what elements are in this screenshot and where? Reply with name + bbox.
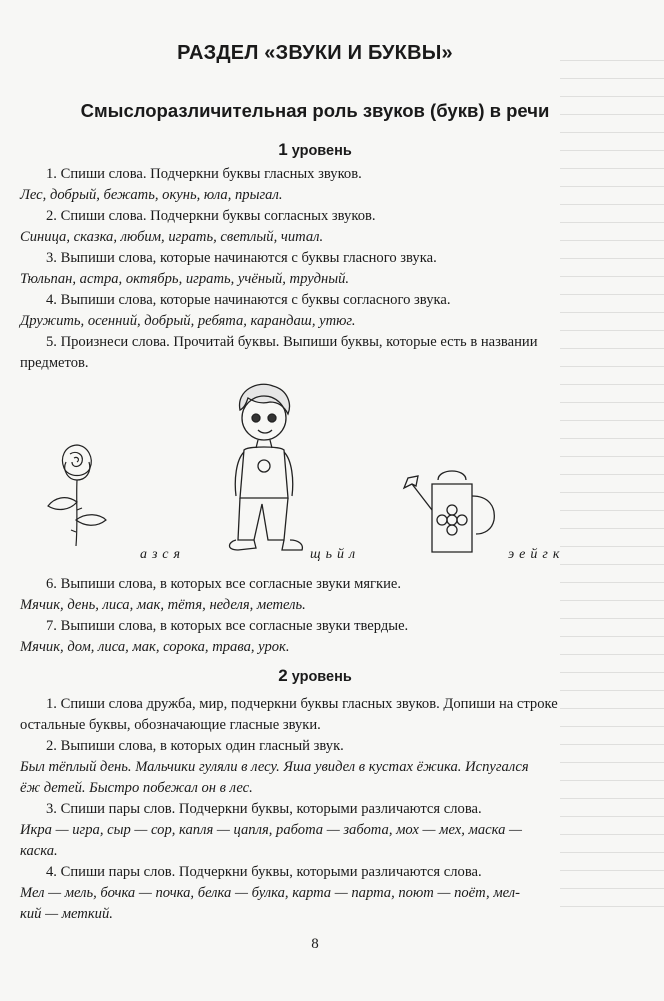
task-2-4-words-1: Мел — мель, бочка — почка, белка — булка, карта — парта, поют — поёт, мел-	[20, 885, 521, 901]
level-1-heading	[0, 140, 630, 160]
rose-picture	[42, 440, 112, 550]
task-2-4-words-2: кий — меткий.	[20, 906, 113, 922]
task-2-1-line2: остальные буквы, обозначающие гласные звуки.	[20, 717, 321, 733]
watering-can-letters: эейгк	[508, 547, 565, 562]
task-2-4: 4. Спиши пары слов. Подчеркни буквы, которыми различаются слова.	[46, 864, 482, 880]
page-number: 8	[311, 936, 319, 952]
task-1-6: 6. Выпиши слова, в которых все согласные звуки мягкие.	[46, 576, 402, 592]
level-2-heading	[0, 666, 630, 686]
subtitle: Смыслоразличительная роль звуков (букв) в речи	[80, 100, 550, 121]
task-1-1: 1. Спиши слова. Подчеркни буквы гласных звуков.	[46, 166, 362, 182]
level-1-label: уровень	[291, 143, 352, 159]
task-1-2-words: Синица, сказка, любим, играть, светлый, читал.	[20, 229, 324, 245]
watering-can-picture	[400, 460, 500, 560]
level-1-number: 1	[278, 140, 288, 159]
task-1-5-line1: 5. Произнеси слова. Прочитай буквы. Выпиши буквы, которые есть в названии	[46, 334, 538, 350]
task-2-3-words-1: Икра — игра, сыр — сор, капля — цапля, работа — забота, мох — мех, маска —	[20, 822, 523, 838]
task-1-7-words: Мячик, дом, лиса, мак, сорока, трава, урок.	[20, 639, 290, 655]
task-2-3: 3. Спиши пары слов. Подчеркни буквы, которыми различаются слова.	[46, 801, 482, 817]
task-2-2-words-1: Был тёплый день. Мальчики гуляли в лесу. Яша увидел в кустах ёжика. Испугался	[20, 759, 529, 775]
task-1-6-words: Мячик, день, лиса, мак, тётя, неделя, метель.	[20, 597, 306, 613]
task-1-3-words: Тюльпан, астра, октябрь, играть, учёный, трудный.	[20, 271, 350, 287]
boy-picture	[218, 380, 308, 560]
task-2-2: 2. Выпиши слова, в которых один гласный звук.	[46, 738, 344, 754]
task-1-2: 2. Спиши слова. Подчеркни буквы согласных звуков.	[46, 208, 376, 224]
task-1-5-line2: предметов.	[20, 355, 89, 371]
level-2-label: уровень	[291, 669, 352, 685]
task-1-7: 7. Выпиши слова, в которых все согласные звуки твердые.	[46, 618, 409, 634]
task-2-1-line1: 1. Спиши слова дружба, мир, подчеркни буквы гласных звуков. Допиши на строке	[46, 696, 558, 712]
task-2-3-words-2: каска.	[20, 843, 58, 859]
task-1-4-words: Дружить, осенний, добрый, ребята, карандаш, утюг.	[20, 313, 356, 329]
task-2-2-words-2: ёж детей. Быстро побежал он в лес.	[20, 780, 253, 796]
rose-letters: азся	[140, 547, 185, 562]
boy-letters: щьйл	[310, 547, 361, 562]
task-1-3: 3. Выпиши слова, которые начинаются с буквы гласного звука.	[46, 250, 437, 266]
level-2-number: 2	[278, 666, 288, 685]
task-1-4: 4. Выпиши слова, которые начинаются с буквы согласного звука.	[46, 292, 451, 308]
section-title: РАЗДЕЛ «ЗВУКИ И БУКВЫ»	[177, 42, 453, 64]
task-1-1-words: Лес, добрый, бежать, окунь, юла, прыгал.	[20, 187, 283, 203]
